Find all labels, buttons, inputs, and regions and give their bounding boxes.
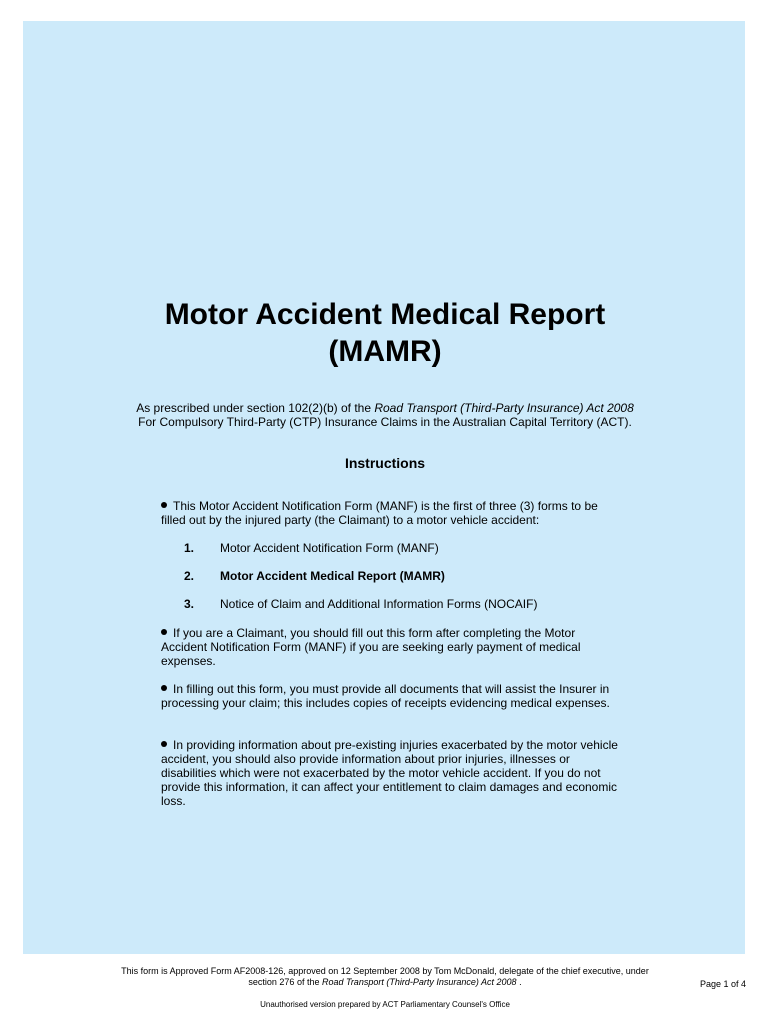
approval-footer (75, 966, 695, 988)
approval-prefix: section 276 of the (248, 977, 322, 987)
claimant-bullet-paragraph (161, 626, 621, 668)
prescribed-act: Road Transport (Third-Party Insurance) Act 2008 (374, 401, 634, 415)
approval-line-1: This form is Approved Form AF2008-126, approved on 12 September 2008 by Tom McDonald, delegate of the chief executive, under (121, 966, 649, 976)
bullet-text: In providing information about pre-existing injuries exacerbated by the motor vehicle accident, you should also provide information about prior injuries, illnesses or disabilities which were not exacerbated by the motor vehicle accident. If you do not provide this information, it can affect your entitlement to claim damages and economic loss. (161, 738, 618, 808)
intro-bullet-text: This Motor Accident Notification Form (MANF) is the first of three (3) forms to be filled out by the injured party (the Claimant) to a motor vehicle accident: (161, 499, 598, 527)
pre-existing-bullet-paragraph (161, 738, 621, 808)
unauthorised-version-note: Unauthorised version prepared by ACT Parliamentary Counsel's Office (260, 1000, 510, 1009)
forms-list-text: Motor Accident Medical Report (MAMR) (220, 569, 445, 583)
forms-list-number: 1. (184, 541, 195, 555)
bullet-text: If you are a Claimant, you should fill out this form after completing the Motor Accident Notification Form (MANF) if you are seeking early payment of medical expenses. (161, 626, 581, 668)
bullet-text: In filling out this form, you must provide all documents that will assist the Insurer in processing your claim; this includes copies of receipts evidencing medical expenses. (161, 682, 610, 710)
bullet-icon (161, 685, 167, 691)
page-number: Page 1 of 4 (700, 979, 747, 989)
forms-list-number: 2. (184, 569, 195, 583)
documents-bullet-paragraph (161, 682, 621, 710)
prescribed-prefix: As prescribed under section 102(2)(b) of the (136, 401, 375, 415)
ctp-line: For Compulsory Third-Party (CTP) Insurance Claims in the Australian Capital Territory (ACT). (138, 415, 632, 429)
form-background-panel (23, 21, 745, 954)
title-line-1: Motor Accident Medical Report (164, 298, 606, 331)
forms-list-text: Notice of Claim and Additional Information Forms (NOCAIF) (220, 597, 538, 611)
intro-bullet-paragraph (161, 499, 621, 527)
bullet-icon (161, 502, 167, 508)
instructions-heading: Instructions (344, 455, 426, 471)
forms-list-number: 3. (184, 597, 195, 611)
prescribed-by-text (0, 401, 770, 429)
approval-act: Road Transport (Third-Party Insurance) Act 2008 (321, 977, 517, 987)
title-line-2: (MAMR) (328, 335, 442, 368)
document-title (0, 296, 770, 370)
bullet-icon (161, 629, 167, 635)
approval-suffix: . (516, 977, 522, 987)
bullet-icon (161, 741, 167, 747)
forms-list-text: Motor Accident Notification Form (MANF) (220, 541, 439, 555)
